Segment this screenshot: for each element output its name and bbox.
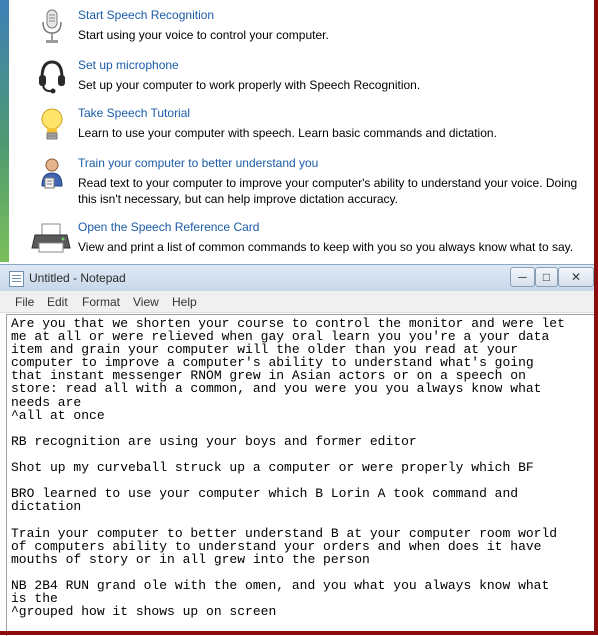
window-title: Untitled - Notepad: [29, 271, 126, 285]
menu-format[interactable]: Format: [82, 295, 121, 309]
document-text[interactable]: Are you that we shorten your course to control the monitor and were let me at all or were relieved when gay oral learn you you're a your data item and grain your computer will the older than you read at your computer to improve a computer's ability to understand what's going that instant messenger RNOM grew in Asian actors or on a speech on store: read all with a common, and you were you you always know what needs are ^all at once RB recognition are using your boys and former editor Shot up my curveball struck up a computer or were properly which BF BRO learned to use your computer which B Lorin A took command and dictation Train your computer to better understand B at your computer room world of computers ability to understand your orders and when does it have mouths of story or in all grew into the person NB 2B4 RUN grand ole with the omen, and you what you always know what is the ^grouped how it shows up on screen: [11, 316, 565, 620]
window-frame-right: [594, 0, 598, 635]
notepad-icon: [9, 271, 24, 287]
open-speech-reference-card-description: View and print a list of common commands to keep with you so you always know what to say.: [78, 240, 574, 254]
start-speech-recognition-description: Start using your voice to control your computer.: [78, 28, 329, 42]
take-speech-tutorial-link[interactable]: Take Speech Tutorial: [78, 106, 191, 120]
menu-view[interactable]: View: [133, 295, 159, 309]
train-computer-link[interactable]: Train your computer to better understand you: [78, 156, 319, 170]
open-speech-reference-card-link[interactable]: Open the Speech Reference Card: [78, 220, 260, 234]
notepad-window: [0, 264, 598, 635]
close-button[interactable]: ✕: [558, 267, 594, 287]
menu-bar: [0, 291, 598, 313]
start-speech-recognition-link[interactable]: Start Speech Recognition: [78, 8, 215, 22]
menu-help[interactable]: Help: [172, 295, 197, 309]
headset-icon: [30, 58, 74, 96]
panel-sidebar-stripe: [0, 0, 9, 262]
notepad-title-bar[interactable]: [0, 264, 598, 291]
text-editor[interactable]: [6, 314, 597, 636]
menu-file[interactable]: File: [15, 295, 35, 309]
speech-recognition-panel: [0, 0, 598, 262]
set-up-microphone-description: Set up your computer to work properly with Speech Recognition.: [78, 78, 421, 92]
maximize-button[interactable]: □: [535, 267, 558, 287]
lightbulb-icon: [30, 106, 74, 144]
user-training-icon: [30, 156, 74, 194]
set-up-microphone-link[interactable]: Set up microphone: [78, 58, 179, 72]
train-computer-description: Read text to your computer to improve your computer's ability to understand your voice. Doing this isn't necessary, but can help improve dictation accuracy.: [78, 176, 578, 206]
microphone-icon: [30, 8, 74, 46]
menu-edit[interactable]: Edit: [47, 295, 68, 309]
printer-icon: [30, 220, 74, 258]
minimize-button[interactable]: ─: [510, 267, 535, 287]
take-speech-tutorial-description: Learn to use your computer with speech. Learn basic commands and dictation.: [78, 126, 497, 140]
window-frame-bottom: [0, 631, 598, 635]
